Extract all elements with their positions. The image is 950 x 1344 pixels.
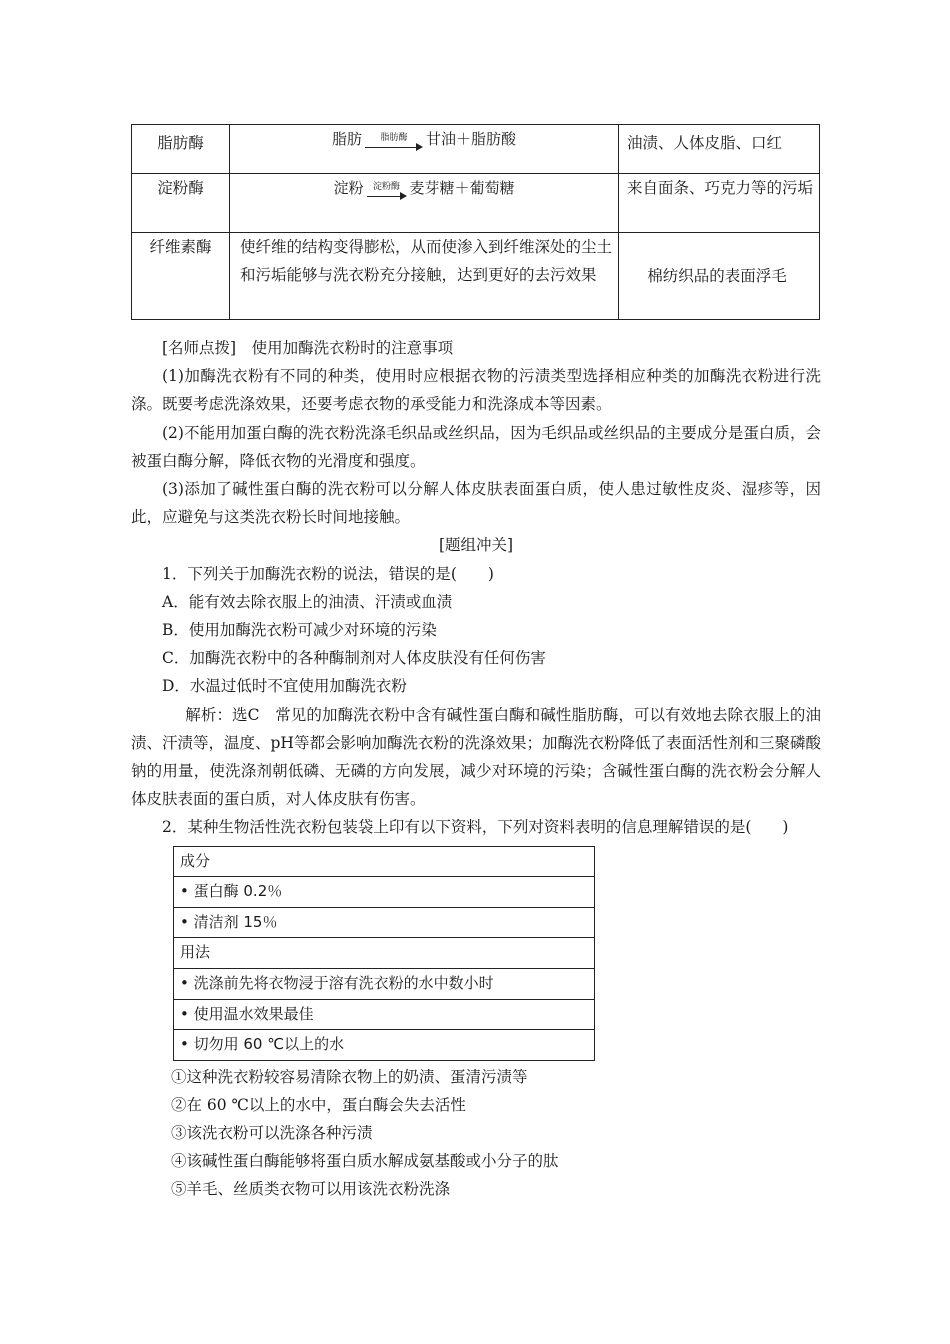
document-page <box>131 124 821 1203</box>
reaction-cell <box>230 174 619 233</box>
info-line: • 清洁剂 15％ <box>174 908 594 939</box>
statement-item: ④该碱性蛋白酶能够将蛋白质水解成氨基酸或小分子的肽 <box>171 1151 559 1170</box>
stain-type: 棉纺织品的表面浮毛 <box>619 233 820 320</box>
question-stem: 1．下列关于加酶洗衣粉的说法，错误的是( ) <box>162 564 494 583</box>
question-option: D．水温过低时不宜使用加酶洗衣粉 <box>162 677 407 696</box>
question-option: C．加酶洗衣粉中的各种酶制剂对人体皮肤没有任何伤害 <box>162 649 546 668</box>
section-title: [题组冲关] <box>438 536 514 555</box>
table-row <box>132 174 820 233</box>
reaction-arrow <box>365 133 423 153</box>
info-line: 成分 <box>174 847 594 878</box>
stain-type: 油渍、人体皮脂、口红 <box>619 125 820 174</box>
tip-heading: [名师点拨] 使用加酶洗衣粉时的注意事项 <box>162 339 454 357</box>
statement-item: ⑤羊毛、丝质类衣物可以用该洗衣粉洗涤 <box>171 1179 451 1198</box>
reaction-arrow <box>367 182 407 202</box>
info-line: • 蛋白酶 0.2％ <box>174 877 594 908</box>
table-row <box>132 233 820 320</box>
article-body <box>131 334 821 842</box>
reaction-equation <box>333 174 514 202</box>
tip-point: (3)添加了碱性蛋白酶的洗衣粉可以分解人体皮肤表面蛋白质，使人患过敏性皮炎、湿疹等，因此，应避免与这类洗衣粉长时间地接触。 <box>131 480 821 527</box>
enzyme-description: 使纤维的结构变得膨松，从而使渗入到纤维深处的尘土和污垢能够与洗衣粉充分接触，达到更好的去污效果 <box>230 233 619 320</box>
tip-point: (2)不能用加蛋白酶的洗衣粉洗涤毛织品或丝织品，因为毛织品或丝织品的主要成分是蛋白质，会被蛋白酶分解，降低衣物的光滑度和强度。 <box>131 423 821 470</box>
enzyme-name: 纤维素酶 <box>132 233 230 320</box>
question-option: B．使用加酶洗衣粉可减少对环境的污染 <box>162 621 437 640</box>
arrow-icon <box>365 143 423 153</box>
statement-list <box>131 1063 821 1203</box>
statement-item: ②在 60 ℃以上的水中，蛋白酶会失去活性 <box>171 1095 466 1114</box>
package-info-box <box>173 846 595 1061</box>
stain-type: 来自面条、巧克力等的污垢 <box>619 174 820 233</box>
info-line: • 切勿用 60 ℃以上的水 <box>180 1035 345 1054</box>
products: 甘油＋脂肪酸 <box>426 130 517 148</box>
enzyme-table <box>131 124 820 320</box>
table-row <box>132 125 820 174</box>
enzyme-name: 脂肪酶 <box>132 125 230 174</box>
statement-item: ①这种洗衣粉较容易清除衣物上的奶渍、蛋清污渍等 <box>171 1067 528 1086</box>
reaction-equation <box>332 125 516 153</box>
info-line: • 使用温水效果最佳 <box>174 1000 594 1031</box>
question-option: A．能有效去除衣服上的油渍、汗渍或血渍 <box>162 592 453 611</box>
enzyme-name: 淀粉酶 <box>132 174 230 233</box>
reaction-cell <box>230 125 619 174</box>
answer-analysis: 解析：选C 常见的加酶洗衣粉中含有碱性蛋白酶和碱性脂肪酶，可以有效地去除衣服上的油渍、汗渍等，温度、pH等都会影响加酶洗衣粉的洗涤效果；加酶洗衣粉降低了表面活性剂和三聚磷酸钠的用量，使洗涤剂朝低磷、无磷的方向发展，减少对环境的污染；含碱性蛋白酶的洗衣粉会分解人体皮肤表面的蛋白质，对人体皮肤有伤害。 <box>131 705 821 809</box>
products: 麦芽糖＋葡萄糖 <box>409 179 515 197</box>
info-line: • 洗涤前先将衣物浸于溶有洗衣粉的水中数小时 <box>174 969 594 1000</box>
catalyst-label: 脂肪酶 <box>380 133 408 143</box>
reactant: 脂肪 <box>331 130 362 148</box>
arrow-icon <box>367 192 407 202</box>
tip-point: (1)加酶洗衣粉有不同的种类，使用时应根据衣物的污渍类型选择相应种类的加酶洗衣粉进行洗涤。既要考虑洗涤效果，还要考虑衣物的承受能力和洗涤成本等因素。 <box>131 367 821 414</box>
catalyst-label: 淀粉酶 <box>372 182 400 192</box>
info-line: 用法 <box>174 938 594 969</box>
reactant: 淀粉 <box>333 179 364 197</box>
statement-item: ③该洗衣粉可以洗涤各种污渍 <box>171 1123 373 1142</box>
question-stem: 2．某种生物活性洗衣粉包装袋上印有以下资料，下列对资料表明的信息理解错误的是( ) <box>162 818 789 837</box>
